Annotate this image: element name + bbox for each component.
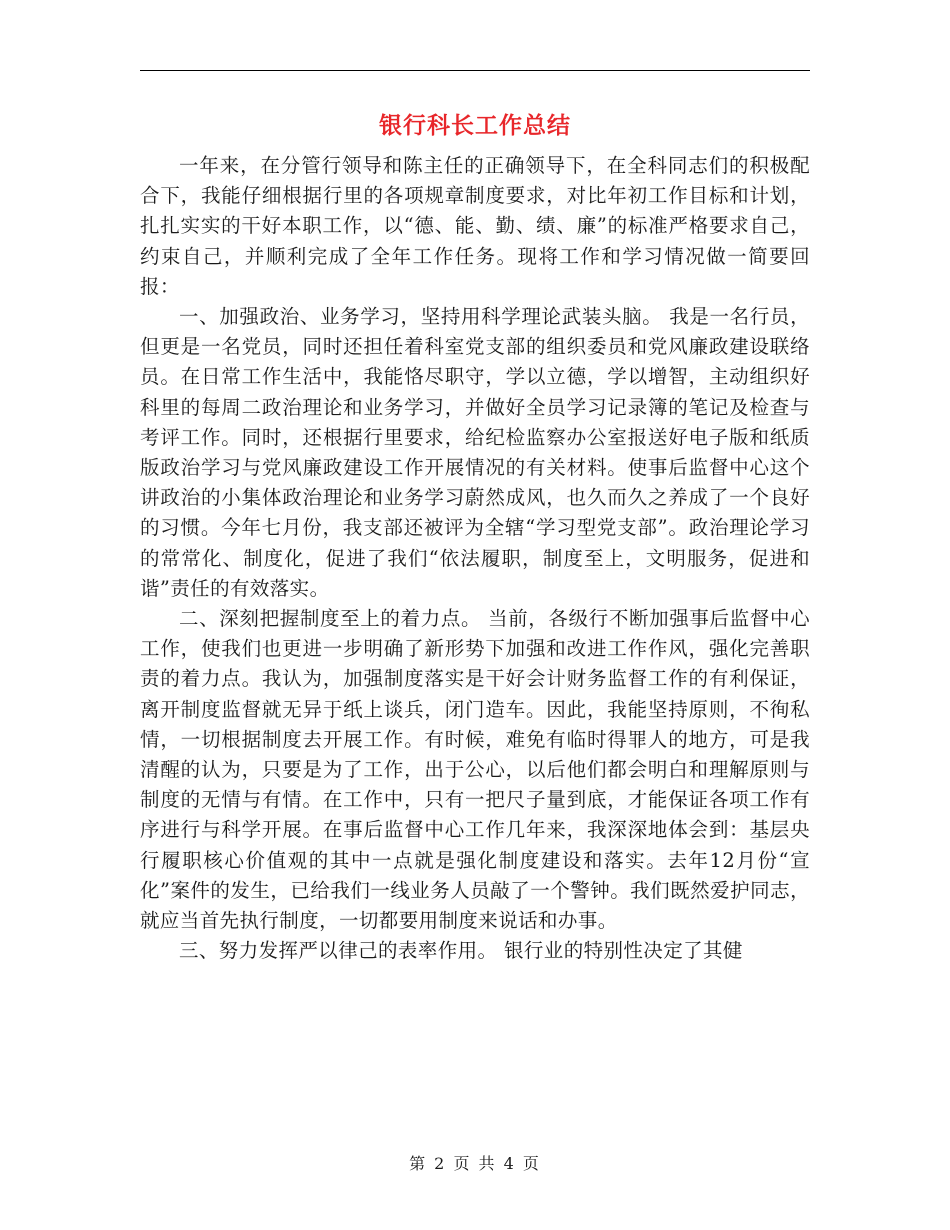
page-number: 第 2 页 共 4 页	[409, 1154, 541, 1173]
document-title: 银行科长工作总结	[379, 112, 571, 139]
paragraph-intro: 一年来，在分管行领导和陈主任的正确领导下，在全科同志们的积极配合下，我能仔细根据行里的各项规章制度要求，对比年初工作目标和计划，扎扎实实的干好本职工作，以“德、能、勤、绩、廉”的标准严格要求自己，约束自己，并顺利完成了全年工作任务。现将工作和学习情况做一简要回报：	[140, 154, 810, 298]
header-rule	[140, 70, 810, 71]
paragraph-section-1: 一、加强政治、业务学习，坚持用科学理论武装头脑。 我是一名行员，但更是一名党员，同时还担任着科室党支部的组织委员和党风廉政建设联络员。在日常工作生活中，我能恪尽职守，学以立德，学以增智，主动组织好科里的每周二政治理论和业务学习，并做好全员学习记录簿的笔记及检查与考评工作。同时，还根据行里要求，给纪检监察办公室报送好电子版和纸质版政治学习与党风廉政建设工作开展情况的有关材料。使事后监督中心这个讲政治的小集体政治理论和业务学习蔚然成风，也久而久之养成了一个良好的习惯。今年七月份，我支部还被评为全辖“学习型党支部”。政治理论学习的常常化、制度化，促进了我们“依法履职，制度至上，文明服务，促进和谐”责任的有效落实。	[140, 305, 810, 600]
paragraph-section-2: 二、深刻把握制度至上的着力点。 当前，各级行不断加强事后监督中心工作，使我们也更进一步明确了新形势下加强和改进工作作风，强化完善职责的着力点。我认为，加强制度落实是干好会计财务监督工作的有利保证，离开制度监督就无异于纸上谈兵，闭门造车。因此，我能坚持原则，不徇私情，一切根据制度去开展工作。有时候，难免有临时得罪人的地方，可是我清醒的认为，只要是为了工作，出于公心，以后他们都会明白和理解原则与制度的无情与有情。在工作中，只有一把尺子量到底，才能保证各项工作有序进行与科学开展。在事后监督中心工作几年来，我深深地体会到：基层央行履职核心价值观的其中一点就是强化制度建设和落实。去年12月份“宣化”案件的发生，已给我们一线业务人员敲了一个警钟。我们既然爱护同志，就应当首先执行制度，一切都要用制度来说话和办事。	[140, 607, 810, 933]
paragraph-section-3: 三、努力发挥严以律己的表率作用。 银行业的特别性决定了其健	[179, 939, 743, 963]
document-body	[140, 151, 810, 966]
